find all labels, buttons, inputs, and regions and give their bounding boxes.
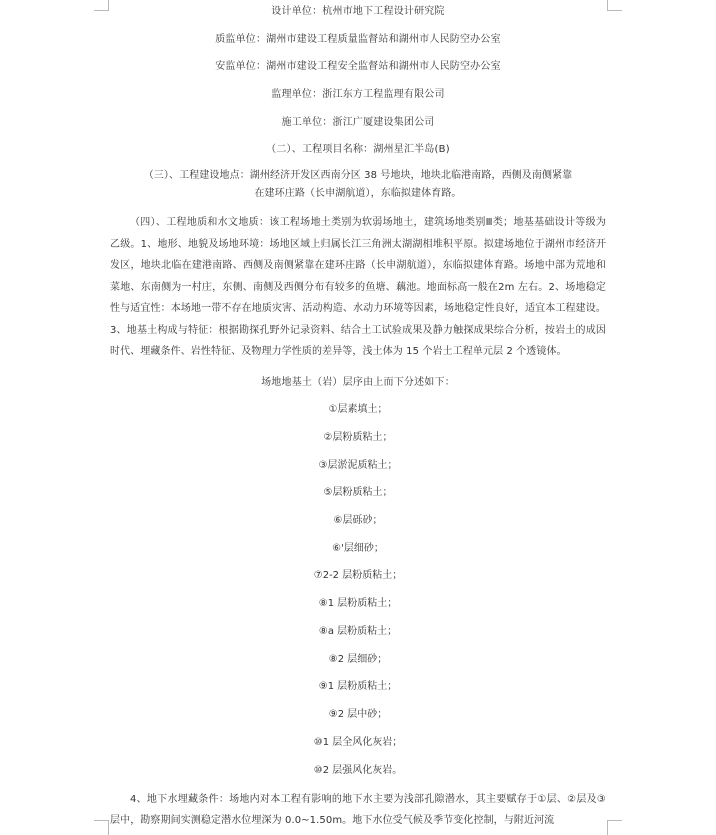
layer-item: ⑧1 层粉质粘土； (318, 598, 398, 609)
construction-site-text: （三）、工程建设地点：湖州经济开发区西南分区 38 号地块，地块北临港南路，西侧及南侧紧靠在建环庄路（长申湖航道），东临拟建体育路。 (143, 170, 573, 199)
geology-paragraph (110, 212, 606, 363)
layer-item: ⑦2-2 层粉质粘土； (313, 570, 403, 581)
layer-item: ⑥层砾砂； (333, 515, 383, 526)
layer-item: ⑨1 层粉质粘土； (318, 681, 398, 692)
groundwater-text: 4、地下水埋藏条件：场地内对本工程有影响的地下水主要为浅部孔隙潜水，其主要赋存于①层、②层及③层中，勘察期间实测稳定潜水位埋深为 0.0~1.50m。地下水位受气候及季节变化控制，与附近河流 (110, 794, 606, 826)
project-name-line: （二）、工程项目名称：湖州星汇半岛(B) (266, 144, 450, 155)
layer-item: ③层淤泥质粘土； (318, 460, 398, 471)
design-unit-line: 设计单位：杭州市地下工程设计研究院 (271, 6, 445, 17)
layer-item: ⑩1 层全风化灰岩； (313, 737, 403, 748)
layer-item: ⑨2 层中砂； (328, 709, 388, 720)
construction-unit-line: 施工单位：浙江广厦建设集团公司 (281, 117, 435, 128)
layer-item: ①层素填土； (328, 404, 388, 415)
layer-item: ⑥'层细砂； (332, 543, 384, 554)
layer-item: ⑩2 层强风化灰岩。 (313, 765, 403, 776)
layer-item: ⑧2 层细砂； (328, 654, 388, 665)
layer-item: ⑤层粉质粘土； (323, 487, 393, 498)
geology-text: （四）、工程地质和水文地质：该工程场地土类别为软弱场地土，建筑场地类别Ⅲ类；地基基础设计等级为乙级。1、地形、地貌及场地环境：场地区域上归属长江三角洲太湖湖相堆积平原。拟建场地位于湖州市经济开发区，地块北临在建港南路、西侧及南侧紧靠在建环庄路（长申湖航道），东临拟建体育路。场地中部为荒地和菜地、东南侧为一村庄，东侧、南侧及西侧分布有较多的鱼塘、藕池。地面标高一般在2m 左右。2、场地稳定性与适宜性：本场地一带不存在地质灾害、活动构造、水动力环境等因素，场地稳定性良好，适宜本工程建设。3、地基土构成与特征：根据勘探孔野外记录资料、结合土工试验成果及静力触探成果综合分析，按岩土的成因时代、埋藏条件、岩性特征、及物理力学性质的差异等，浅土体为 15 个岩土工程单元层 2 个透镜体。 (110, 217, 606, 357)
page-corner-mark (607, 820, 622, 835)
layer-item: ②层粉质粘土； (323, 432, 393, 443)
layer-item: ⑧a 层粉质粘土； (318, 626, 398, 637)
quality-supervision-line: 质监单位：湖州市建设工程质量监督站和湖州市人民防空办公室 (215, 34, 501, 45)
groundwater-paragraph (110, 789, 606, 831)
construction-site-paragraph (140, 167, 576, 203)
layers-intro: 场地地基土（岩）层序由上而下分述如下： (261, 377, 455, 388)
supervision-unit-line: 监理单位：浙江东方工程监理有限公司 (271, 89, 445, 100)
page-corner-mark (94, 820, 109, 835)
safety-supervision-line: 安监单位：湖州市建设工程安全监督站和湖州市人民防空办公室 (215, 61, 501, 72)
